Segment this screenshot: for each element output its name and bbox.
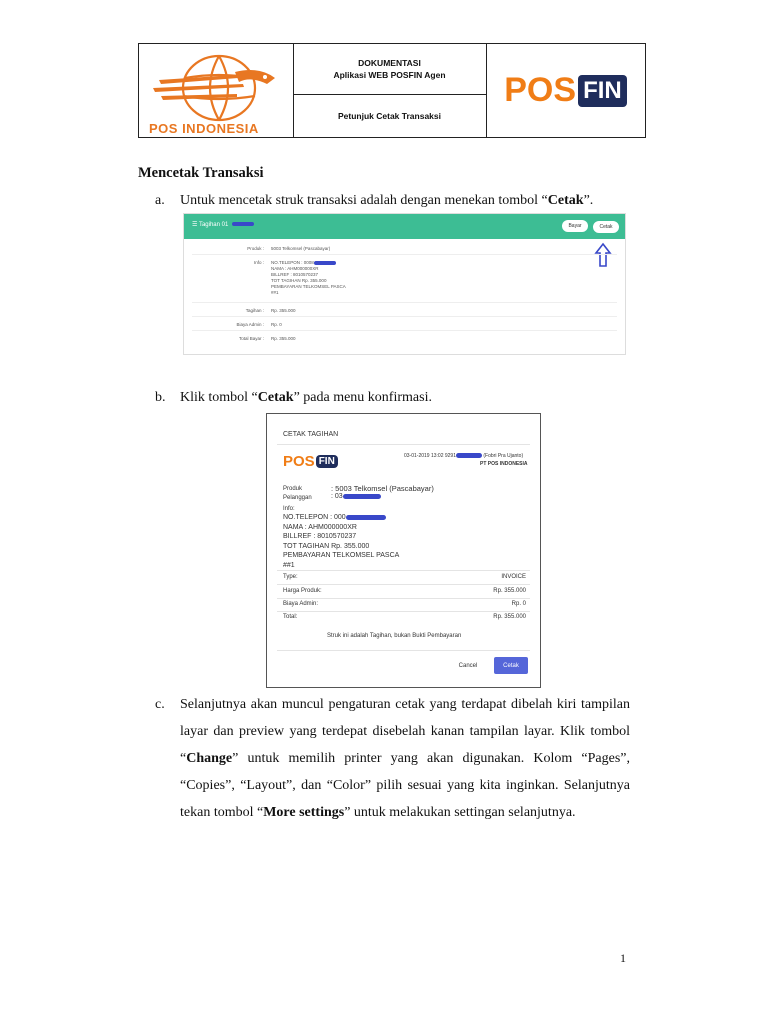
tagihan-row-value: ##1: [271, 290, 279, 295]
tagihan-title: Tagihan 01: [198, 222, 229, 228]
cetak-button[interactable]: Cetak: [592, 220, 620, 234]
tagihan-screenshot: ☰ Tagihan 01 Bayar Cetak Produk : 5003 Telkomsel (Pascabayar) Info : NO.TELEPON : 0008 NAMA : AHM000000XR BILLREF : 8010570237 TOT TAGIHAN Rp. 355.000 PEMBAYARAN TELKOMSEL PASCA ##1 Tagihan : Rp. 355.000 Biaya Admin : Rp. 0 Total Bayar : Rp. 355.000: [183, 213, 626, 355]
step-c-paragraph: Selanjutnya akan muncul pengaturan cetak yang terdapat dibelah kiri tampilan layar dan preview yang terdepat disebelah kanan tampilan layar. Klik tombol “Change” untuk memilih printer yang akan digunakan. Kolom “Pages”, “Copies”, “Layout”, dan “Color” pilih sesuai yang kita inginkan. Selanjutnya tekan tombol “More settings” untuk melakukan settingan selanjutnya.: [180, 697, 630, 820]
tagihan-row-value: NO.TELEPON : 0008: [271, 260, 314, 265]
cancel-button[interactable]: Cancel: [458, 662, 478, 669]
pos-bird-logo-icon: [139, 44, 293, 124]
doc-subtitle: Aplikasi WEB POSFIN Agen: [333, 70, 446, 80]
info-line: BILLREF : 8010570237: [283, 533, 357, 540]
produk-value: : 5003 Telkomsel (Pascabayar): [331, 484, 434, 493]
row-divider: [192, 316, 617, 317]
tagihan-row-value: 5003 Telkomsel (Pascabayar): [271, 246, 331, 251]
tagihan-row-label: Info :: [253, 260, 264, 265]
info-line: PEMBAYARAN TELKOMSEL PASCA: [283, 552, 400, 559]
receipt-posfin-logo: POS FIN: [283, 453, 338, 470]
total-label: Total:: [283, 614, 298, 620]
info-label: Info:: [283, 506, 295, 512]
produk-label: Produk: [283, 486, 303, 492]
doc-title: DOKUMENTASI: [358, 58, 421, 68]
tagihan-row-value: Rp. 0: [271, 322, 282, 327]
section-heading: Mencetak Transaksi: [138, 165, 264, 181]
tagihan-row-label: Produk :: [247, 246, 264, 251]
tagihan-row-label: Tagihan :: [245, 308, 264, 313]
cetak-confirm-button[interactable]: Cetak: [494, 657, 528, 674]
tagihan-row-value: Rp. 355.000: [271, 336, 296, 341]
logo-text: POS INDONESIA: [149, 121, 259, 136]
tagihan-row-value: PEMBAYARAN TELKOMSEL PASCA: [271, 284, 346, 289]
redaction-mark: [314, 261, 336, 265]
bayar-button[interactable]: Bayar: [562, 220, 588, 232]
tagihan-row-value: BILLREF : 8010570237: [271, 272, 319, 277]
receipt-user: (Fobri Pra Ujanto): [483, 453, 524, 459]
tagihan-row-value: TOT TAGIHAN Rp. 355.000: [271, 278, 327, 283]
info-line: NO.TELEPON : 000: [283, 514, 386, 521]
document-header: [138, 43, 646, 138]
total-value: Rp. 355.000: [493, 614, 526, 620]
type-value: INVOICE: [501, 574, 526, 580]
info-line: ##1: [283, 561, 295, 569]
tagihan-row-label: Biaya Admin :: [236, 322, 264, 327]
posfin-logo: POS FIN: [486, 44, 645, 137]
arrow-up-icon: [594, 242, 612, 268]
row-divider: [192, 254, 617, 255]
receipt-company: PT POS INDONESIA: [480, 461, 528, 467]
cetak-tagihan-dialog: [266, 413, 541, 688]
receipt-note: Struk ini adalah Tagihan, bukan Bukti Pembayaran: [327, 633, 462, 639]
receipt-datetime: 03-01-2019 13:02 9291: [404, 453, 456, 459]
dialog-title: CETAK TAGIHAN: [283, 431, 339, 438]
pos-indonesia-logo: [139, 44, 294, 137]
tagihan-row-value: NAMA : AHM000000XR: [271, 266, 319, 271]
page-number: 1: [620, 951, 626, 965]
redaction-mark: [346, 515, 386, 520]
type-label: Type:: [283, 574, 298, 580]
doc-section: Petunjuk Cetak Transaksi: [338, 111, 441, 121]
biaya-label: Biaya Admin:: [283, 601, 319, 607]
pelanggan-value: : 03: [331, 493, 343, 500]
biaya-value: Rp. 0: [511, 601, 526, 607]
harga-value: Rp. 355.000: [493, 588, 526, 594]
tagihan-row-label: Total Bayar :: [238, 336, 264, 341]
info-line: NAMA : AHM000000XR: [283, 523, 357, 531]
tagihan-row-value: Rp. 355.000: [271, 308, 296, 313]
row-divider: [192, 302, 617, 303]
row-divider: [192, 330, 617, 331]
pelanggan-label: Pelanggan: [283, 495, 312, 501]
info-line: TOT TAGIHAN Rp. 355.000: [283, 542, 370, 550]
harga-label: Harga Produk:: [283, 588, 322, 594]
